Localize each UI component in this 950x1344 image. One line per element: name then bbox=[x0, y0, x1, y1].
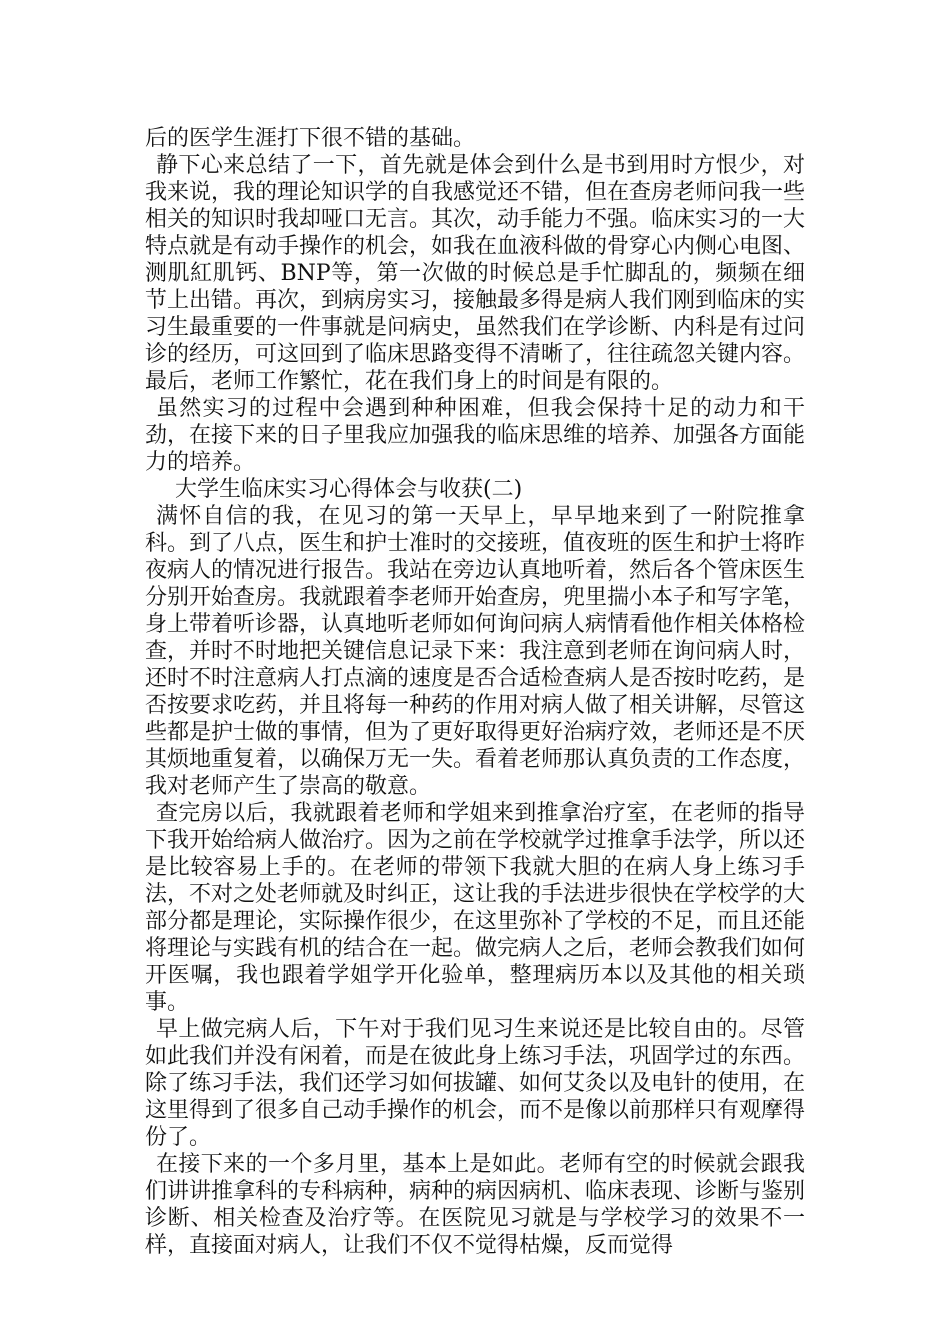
paragraph-continuation: 后的医学生涯打下很不错的基础。 bbox=[145, 126, 476, 151]
document-page bbox=[145, 125, 805, 1259]
paragraph-summary: 静下心来总结了一下，首先就是体会到什么是书到用时方恨少，对我来说，我的理论知识学的自我感觉还不错，但在查房老师问我一些相关的知识时我却哑口无言。其次，动手能力不强。临床实习的一大特点就是有动手操作的机会，如我在血液科做的骨穿心内侧心电图、测肌紅肌钙、BNP等，第一次做的时候总是手忙脚乱的，频频在细节上出错。再次，到病房实习，接触最多得是病人我们刚到临床的实习生最重要的一件事就是问病史，虽然我们在学诊断、内科是有过问诊的经历，可这回到了临床思路变得不清晰了，往往疏忽关键内容。最后，老师工作繁忙，花在我们身上的时间是有限的。 bbox=[145, 153, 806, 394]
section-heading: 大学生临床实习心得体会与收获(二) bbox=[175, 477, 523, 502]
paragraph-first-day: 满怀自信的我，在见习的第一天早上，早早地来到了一附院推拿科。到了八点，医生和护士准时的交接班，值夜班的医生和护士将昨夜病人的情况进行报告。我站在旁边认真地听着，然后各个管床医生分别开始查房。我就跟着李老师开始查房，兜里揣小本子和写字笔，身上带着听诊器，认真地听老师如何询问病人病情看他作相关体格检查，并时不时地把关键信息记录下来：我注意到老师在询问病人时，还时不时注意病人打点滴的速度是否合适检查病人是否按时吃药，是否按要求吃药，并且将每一种药的作用对病人做了相关讲解，尽管这些都是护士做的事情，但为了更好取得更好治病疗效，老师还是不厌其烦地重复着，以确保万无一失。看着老师那认真负责的工作态度，我对老师产生了崇高的敬意。 bbox=[145, 504, 806, 799]
paragraph-afternoon: 早上做完病人后，下午对于我们见习生来说还是比较自由的。尽管如此我们并没有闲着，而是在彼此身上练习手法，巩固学过的东西。除了练习手法，我们还学习如何拔罐、如何艾灸以及电针的使用，在这里得到了很多自己动手操作的机会，而不是像以前那样只有观摩得份了。 bbox=[145, 1017, 806, 1150]
paragraph-treatment-room: 查完房以后，我就跟着老师和学姐来到推拿治疗室，在老师的指导下我开始给病人做治疗。因为之前在学校就学过推拿手法学，所以还是比较容易上手的。在老师的带领下我就大胆的在病人身上练习手法，不对之处老师就及时纠正，这让我的手法进步很快在学校学的大部分都是理论，实际操作很少，在这里弥补了学校的不足，而且还能将理论与实践有机的结合在一起。做完病人之后，老师会教我们如何开医嘱，我也跟着学姐学开化验单，整理病历本以及其他的相关琐事。 bbox=[145, 801, 806, 1015]
paragraph-resolution: 虽然实习的过程中会遇到种种困难，但我会保持十足的动力和干劲，在接下来的日子里我应加强我的临床思维的培养、加强各方面能力的培养。 bbox=[145, 396, 806, 475]
paragraph-following-month: 在接下来的一个多月里，基本上是如此。老师有空的时候就会跟我们讲讲推拿科的专科病种，病种的病因病机、临床表现、诊断与鉴别诊断、相关检查及治疗等。在医院见习就是与学校学习的效果不一样，直接面对病人，让我们不仅不觉得枯燥，反而觉得 bbox=[145, 1152, 806, 1258]
